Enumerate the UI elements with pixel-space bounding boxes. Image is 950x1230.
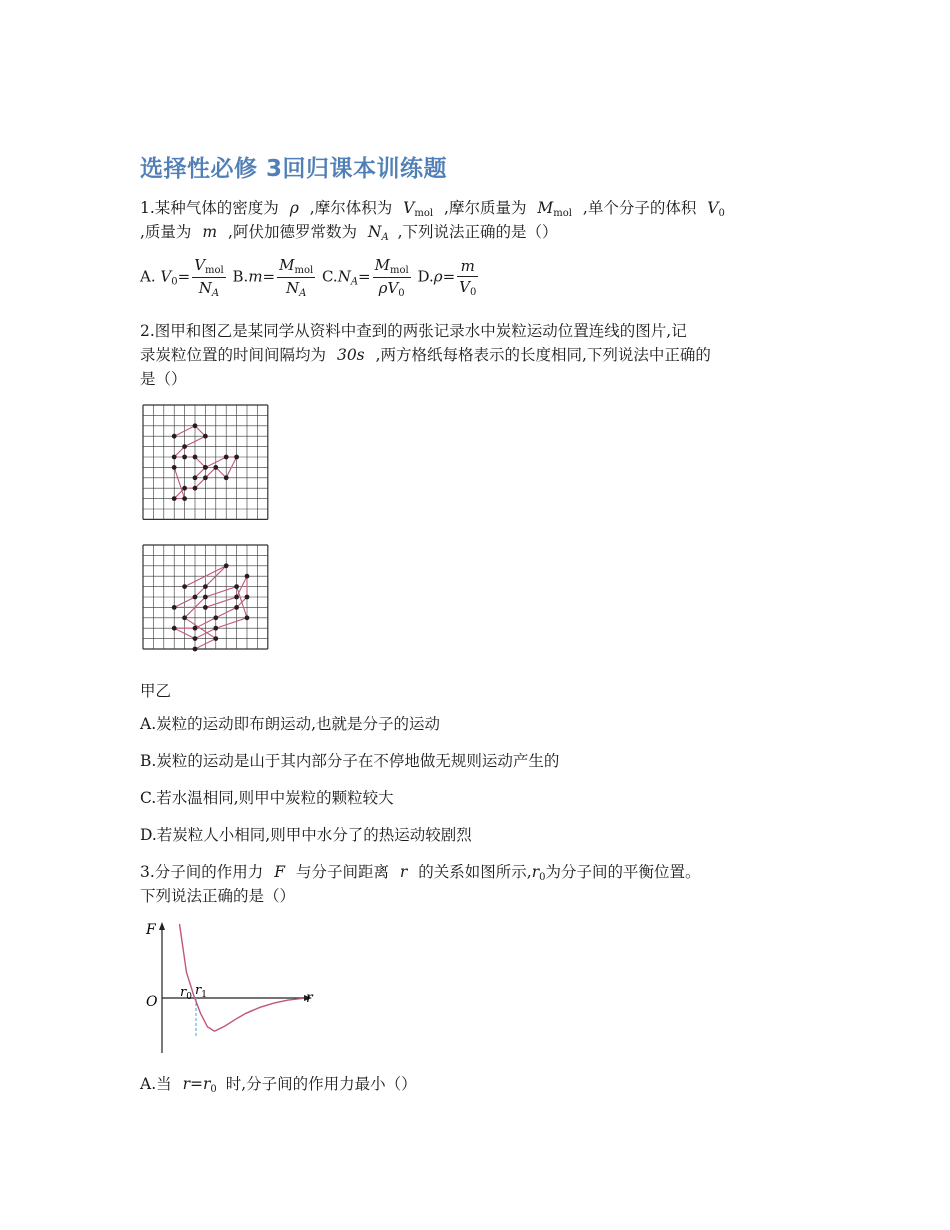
q1-opt-c-num-sub: mol [389, 265, 409, 276]
q3-option-a [140, 1072, 417, 1095]
q1-opt-d-rho: ρ [433, 267, 443, 286]
graph-r0-label [180, 985, 192, 1002]
yi-particle-point [193, 595, 198, 600]
q1-opt-c-num: M [374, 256, 390, 274]
jia-particle-point [193, 475, 198, 480]
graph-r-label: r [306, 990, 313, 1006]
jia-particle-point [182, 496, 187, 501]
q1-na-sub: A [381, 232, 389, 243]
jia-particle-point [172, 434, 177, 439]
q3-line1-a: 3.分子间的作用力 [140, 863, 264, 881]
q2-line2 [140, 343, 711, 365]
jia-particle-point [193, 486, 198, 491]
graph-F-label: F [146, 922, 156, 938]
yi-particle-point [172, 626, 177, 631]
q3-line1-b: 与分子间距离 [295, 863, 389, 881]
q3-r0-sub: 0 [539, 872, 546, 883]
page-title: 选择性必修 3回归课本训练题 [140, 156, 448, 182]
q2-interval: 30s [336, 346, 365, 364]
q1-opt-a-eq: = [177, 267, 191, 286]
q3-line2: 下列说法正确的是（） [140, 887, 296, 905]
q1-stem-a: 1.某种气体的密度为 [140, 199, 279, 217]
yi-particle-point [224, 563, 229, 568]
grid-figure-yi [142, 544, 270, 658]
q1-stem-e: ,质量为 [140, 223, 192, 241]
q1-opt-b-eq: = [262, 267, 276, 286]
q1-opt-b-m: m [248, 267, 263, 286]
jia-particle-point [193, 423, 198, 428]
yi-particle-point [203, 605, 208, 610]
jia-particle-point [234, 455, 239, 460]
yi-particle-point [193, 636, 198, 641]
q1-stem-line2 [140, 220, 558, 243]
yi-particle-point [203, 584, 208, 589]
q1-opt-b-num-sub: mol [294, 265, 314, 276]
jia-particle-point [193, 455, 198, 460]
jia-particle-point [182, 455, 187, 460]
q1-stem-f: ,阿伏加德罗常数为 [228, 223, 357, 241]
yi-particle-point [172, 605, 177, 610]
yi-particle-point [193, 647, 198, 652]
q1-options [140, 256, 480, 299]
q1-opt-c-na: N [337, 267, 351, 286]
q1-opt-b-num: M [279, 256, 295, 274]
q1-opt-c-den: ρV [378, 279, 399, 297]
q1-stem-c: ,摩尔质量为 [444, 199, 527, 217]
q3-r0: r [531, 863, 540, 881]
q1-opt-d-frac [457, 257, 478, 298]
q3-line1-d: 为分子间的平衡位置。 [545, 863, 701, 881]
graph-r1-label [195, 983, 207, 1000]
q2-line2-b: ,两方格纸每格表示的长度相同,下列说法中正确的 [375, 346, 711, 364]
yi-particle-point [182, 584, 187, 589]
q3-opt-a-sub: 0 [210, 1084, 217, 1095]
q3-F: F [274, 863, 285, 881]
q1-v0-sub: 0 [718, 208, 725, 219]
q1-rho: ρ [289, 199, 299, 217]
q1-opt-b-den: N [285, 279, 300, 297]
q3-line1-c: 的关系如图所示, [418, 863, 532, 881]
q1-opt-a-label: A. [140, 267, 156, 286]
jia-particle-point [224, 455, 229, 460]
force-distance-graph [140, 918, 320, 1058]
graph-y-arrow [159, 922, 165, 930]
q1-opt-d-den: V [459, 278, 470, 296]
q1-mmol: M [537, 199, 554, 217]
jia-particle-point [172, 496, 177, 501]
jia-particle-point [182, 486, 187, 491]
yi-particle-point [193, 626, 198, 631]
q1-stem-g: ,下列说法正确的是（） [397, 223, 558, 241]
q1-opt-c-frac [373, 256, 411, 299]
graph-r0-sub: 0 [186, 992, 192, 1002]
q3-r: r [399, 863, 408, 881]
q1-opt-b-label: B. [232, 267, 249, 286]
jia-particle-point [182, 444, 187, 449]
q1-opt-a-den: N [198, 279, 212, 297]
yi-particle-point [182, 615, 187, 620]
q1-mmol-sub: mol [553, 208, 572, 219]
jia-particle-point [224, 475, 229, 480]
q1-stem-line1 [140, 196, 725, 219]
q2-line3: 是（） [140, 370, 187, 388]
q2-line2-a: 录炭粒位置的时间间隔均为 [140, 346, 327, 364]
q1-m: m [202, 223, 218, 241]
q1-opt-d-num: m [460, 257, 475, 275]
graph-r1-letter: r [195, 983, 202, 998]
q3-line1 [140, 860, 701, 883]
q1-opt-a-num: V [194, 256, 206, 274]
q1-opt-a-v0-sub: 0 [171, 276, 178, 288]
q2-option-a: A.炭粒的运动即布朗运动,也就是分子的运动 [140, 715, 441, 733]
yi-particle-point [245, 595, 250, 600]
graph-O-label: O [146, 994, 158, 1010]
graph-force-curve [180, 924, 303, 1031]
q2-line1: 2.图甲和图乙是某同学从资料中查到的两张记录水中炭粒运动位置连线的图片,记 [140, 322, 687, 340]
q2-option-d: D.若炭粒人小相同,则甲中水分了的热运动较剧烈 [140, 826, 472, 844]
q2-option-c: C.若水温相同,则甲中炭粒的颗粒较大 [140, 789, 394, 807]
q2-figure-caption: 甲乙 [140, 682, 172, 700]
q1-opt-c-na-sub: A [350, 276, 359, 288]
q1-v0: V [707, 199, 719, 217]
q1-opt-a-v0: V [160, 267, 172, 286]
yi-particle-point [213, 615, 218, 620]
q1-opt-a-frac [192, 256, 226, 299]
q1-opt-d-eq: = [442, 267, 456, 286]
jia-particle-point [203, 434, 208, 439]
jia-particle-point [172, 465, 177, 470]
q1-opt-c-den-sub: 0 [398, 288, 405, 299]
q1-opt-c-label: C. [321, 267, 338, 286]
q1-stem-d: ,单个分子的体积 [582, 199, 697, 217]
yi-particle-point [213, 636, 218, 641]
yi-particle-point [203, 595, 208, 600]
yi-particle-point [234, 595, 239, 600]
q1-opt-d-label: D. [417, 267, 434, 286]
q1-opt-a-den-sub: A [211, 288, 220, 299]
graph-r1-sub: 1 [201, 990, 207, 1000]
yi-particle-point [234, 605, 239, 610]
jia-particle-point [213, 465, 218, 470]
q1-stem-b: ,摩尔体积为 [309, 199, 393, 217]
q1-na: N [367, 223, 382, 241]
q1-opt-d-den-sub: 0 [469, 287, 477, 298]
q1-vmol: V [403, 199, 415, 217]
yi-particle-point [234, 584, 239, 589]
q1-opt-b-den-sub: A [299, 288, 307, 299]
jia-particle-point [203, 475, 208, 480]
q1-opt-c-eq: = [358, 267, 371, 286]
graph-r0-letter: r [180, 985, 187, 1000]
q3-opt-a-text: 时,分子间的作用力最小（） [225, 1075, 417, 1093]
yi-particle-point [245, 615, 250, 620]
grid-figure-jia [142, 404, 270, 524]
jia-particle-point [172, 455, 177, 460]
yi-particle-point [213, 626, 218, 631]
q3-opt-a-eq: r=r [182, 1075, 211, 1093]
q1-opt-b-frac [277, 256, 315, 299]
q2-option-b: B.炭粒的运动是山于其内部分子在不停地做无规则运动产生的 [140, 752, 560, 770]
jia-particle-point [203, 465, 208, 470]
q1-opt-a-num-sub: mol [205, 265, 224, 276]
yi-particle-point [245, 574, 250, 579]
q1-vmol-sub: mol [414, 208, 434, 219]
q3-opt-a-label: A.当 [140, 1075, 172, 1093]
